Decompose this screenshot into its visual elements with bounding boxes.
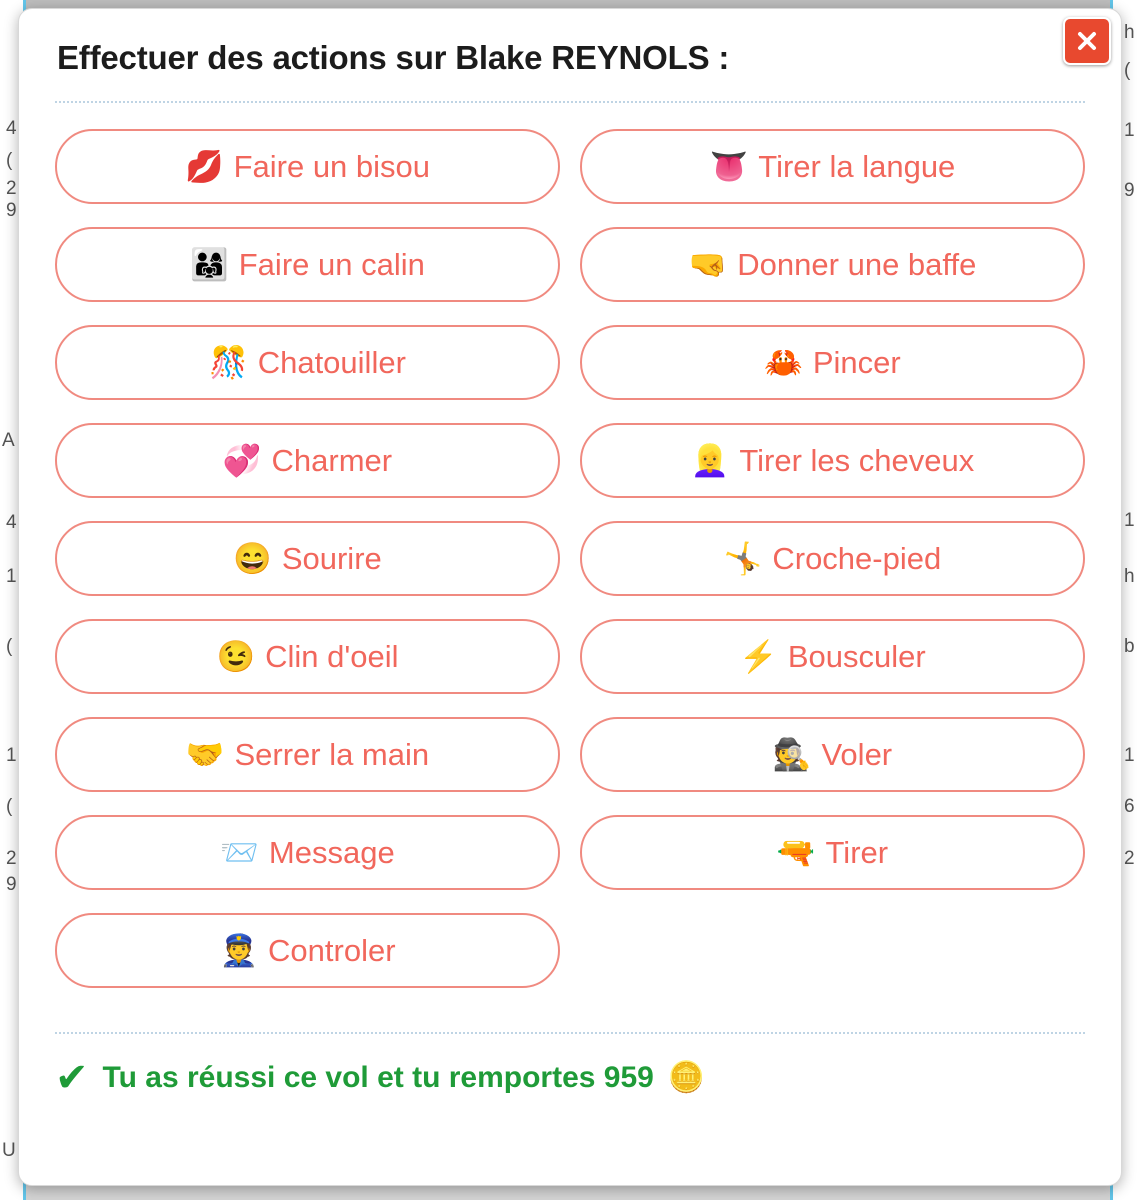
- thief-icon: 🕵: [772, 737, 812, 772]
- backdrop-fragment: 4: [6, 512, 17, 533]
- action-croche-pied[interactable]: [580, 521, 1085, 596]
- action-controler[interactable]: [55, 913, 560, 988]
- action-pincer[interactable]: [580, 325, 1085, 400]
- action-message[interactable]: [55, 815, 560, 890]
- status-message: [19, 1034, 1121, 1098]
- actions-modal: [18, 8, 1122, 1186]
- page-title: Effectuer des actions sur Blake REYNOLS :: [57, 39, 730, 76]
- backdrop-fragment: 9: [6, 200, 17, 221]
- backdrop-fragment: A: [2, 430, 15, 451]
- backdrop-fragment: 1: [6, 566, 17, 587]
- tongue-icon: 👅: [709, 149, 749, 184]
- fist-icon: 🤜: [688, 247, 728, 282]
- hearts-icon: 💞: [222, 443, 262, 478]
- hair-icon: 👱‍♀️: [690, 443, 730, 478]
- kiss-mark-icon: 💋: [184, 149, 224, 184]
- backdrop-fragment: 2: [1124, 848, 1135, 869]
- action-charmer[interactable]: [55, 423, 560, 498]
- action-tirer-les-cheveux[interactable]: [580, 423, 1085, 498]
- backdrop-fragment: 2: [6, 178, 17, 199]
- action-clin-doeil[interactable]: [55, 619, 560, 694]
- action-label: Clin d'oeil: [265, 639, 399, 674]
- backdrop-fragment: (: [1124, 60, 1131, 81]
- action-label: Faire un calin: [238, 247, 425, 282]
- action-label: Donner une baffe: [737, 247, 977, 282]
- action-label: Pincer: [812, 345, 901, 380]
- envelope-icon: 📨: [220, 835, 259, 870]
- backdrop-fragment: 6: [1124, 796, 1135, 817]
- action-label: Controler: [268, 933, 396, 968]
- backdrop-fragment: b: [1124, 636, 1135, 657]
- action-bousculer[interactable]: [580, 619, 1085, 694]
- lightning-icon: ⚡: [739, 639, 778, 674]
- handshake-icon: 🤝: [185, 737, 225, 772]
- action-label: Chatouiller: [257, 345, 406, 380]
- coin-icon: 🪙: [667, 1061, 706, 1094]
- action-label: Serrer la main: [234, 737, 430, 772]
- action-label: Charmer: [271, 443, 393, 478]
- action-sourire[interactable]: [55, 521, 560, 596]
- action-faire-un-calin[interactable]: [55, 227, 560, 302]
- backdrop-fragment: 2: [6, 848, 17, 869]
- backdrop-fragment: 9: [1124, 180, 1135, 201]
- check-icon: ✔: [55, 1056, 89, 1100]
- backdrop-fragment: h: [1124, 22, 1135, 43]
- family-hug-icon: 👨‍👩‍👧: [190, 247, 229, 282]
- trip-icon: 🤸: [723, 541, 763, 576]
- action-tirer-la-langue[interactable]: [580, 129, 1085, 204]
- backdrop-fragment: (: [6, 636, 13, 657]
- close-icon[interactable]: [1063, 17, 1111, 65]
- action-chatouiller[interactable]: [55, 325, 560, 400]
- action-label: Faire un bisou: [233, 149, 431, 184]
- action-label: Voler: [821, 737, 893, 772]
- backdrop-fragment: 1: [6, 745, 17, 766]
- action-tirer[interactable]: [580, 815, 1085, 890]
- backdrop-fragment: (: [6, 150, 13, 171]
- action-label: Tirer la langue: [758, 149, 956, 184]
- action-label: Message: [268, 835, 395, 870]
- gun-icon: 🔫: [776, 835, 816, 870]
- pinch-icon: 🦀: [764, 345, 803, 380]
- backdrop-fragment: 1: [1124, 120, 1135, 141]
- confetti-icon: 🎊: [209, 345, 248, 380]
- action-faire-un-bisou[interactable]: [55, 129, 560, 204]
- backdrop-fragment: (: [6, 796, 13, 817]
- action-label: Sourire: [281, 541, 382, 576]
- police-icon: 👮: [219, 933, 259, 968]
- backdrop-fragment: U: [2, 1140, 16, 1161]
- status-text: Tu as réussi ce vol et tu remportes 959: [102, 1061, 654, 1094]
- action-label: Croche-pied: [772, 541, 942, 576]
- backdrop-fragment: h: [1124, 566, 1135, 587]
- action-voler[interactable]: [580, 717, 1085, 792]
- wink-icon: 😉: [216, 639, 256, 674]
- backdrop-fragment: 4: [6, 118, 17, 139]
- smile-icon: 😄: [233, 541, 272, 576]
- action-label: Bousculer: [787, 639, 926, 674]
- action-serrer-la-main[interactable]: [55, 717, 560, 792]
- action-label: Tirer les cheveux: [739, 443, 975, 478]
- backdrop-fragment: 1: [1124, 510, 1135, 531]
- action-donner-une-baffe[interactable]: [580, 227, 1085, 302]
- backdrop-fragment: 1: [1124, 745, 1135, 766]
- actions-grid: [19, 103, 1121, 988]
- action-label: Tirer: [825, 835, 889, 870]
- backdrop-fragment: 9: [6, 874, 17, 895]
